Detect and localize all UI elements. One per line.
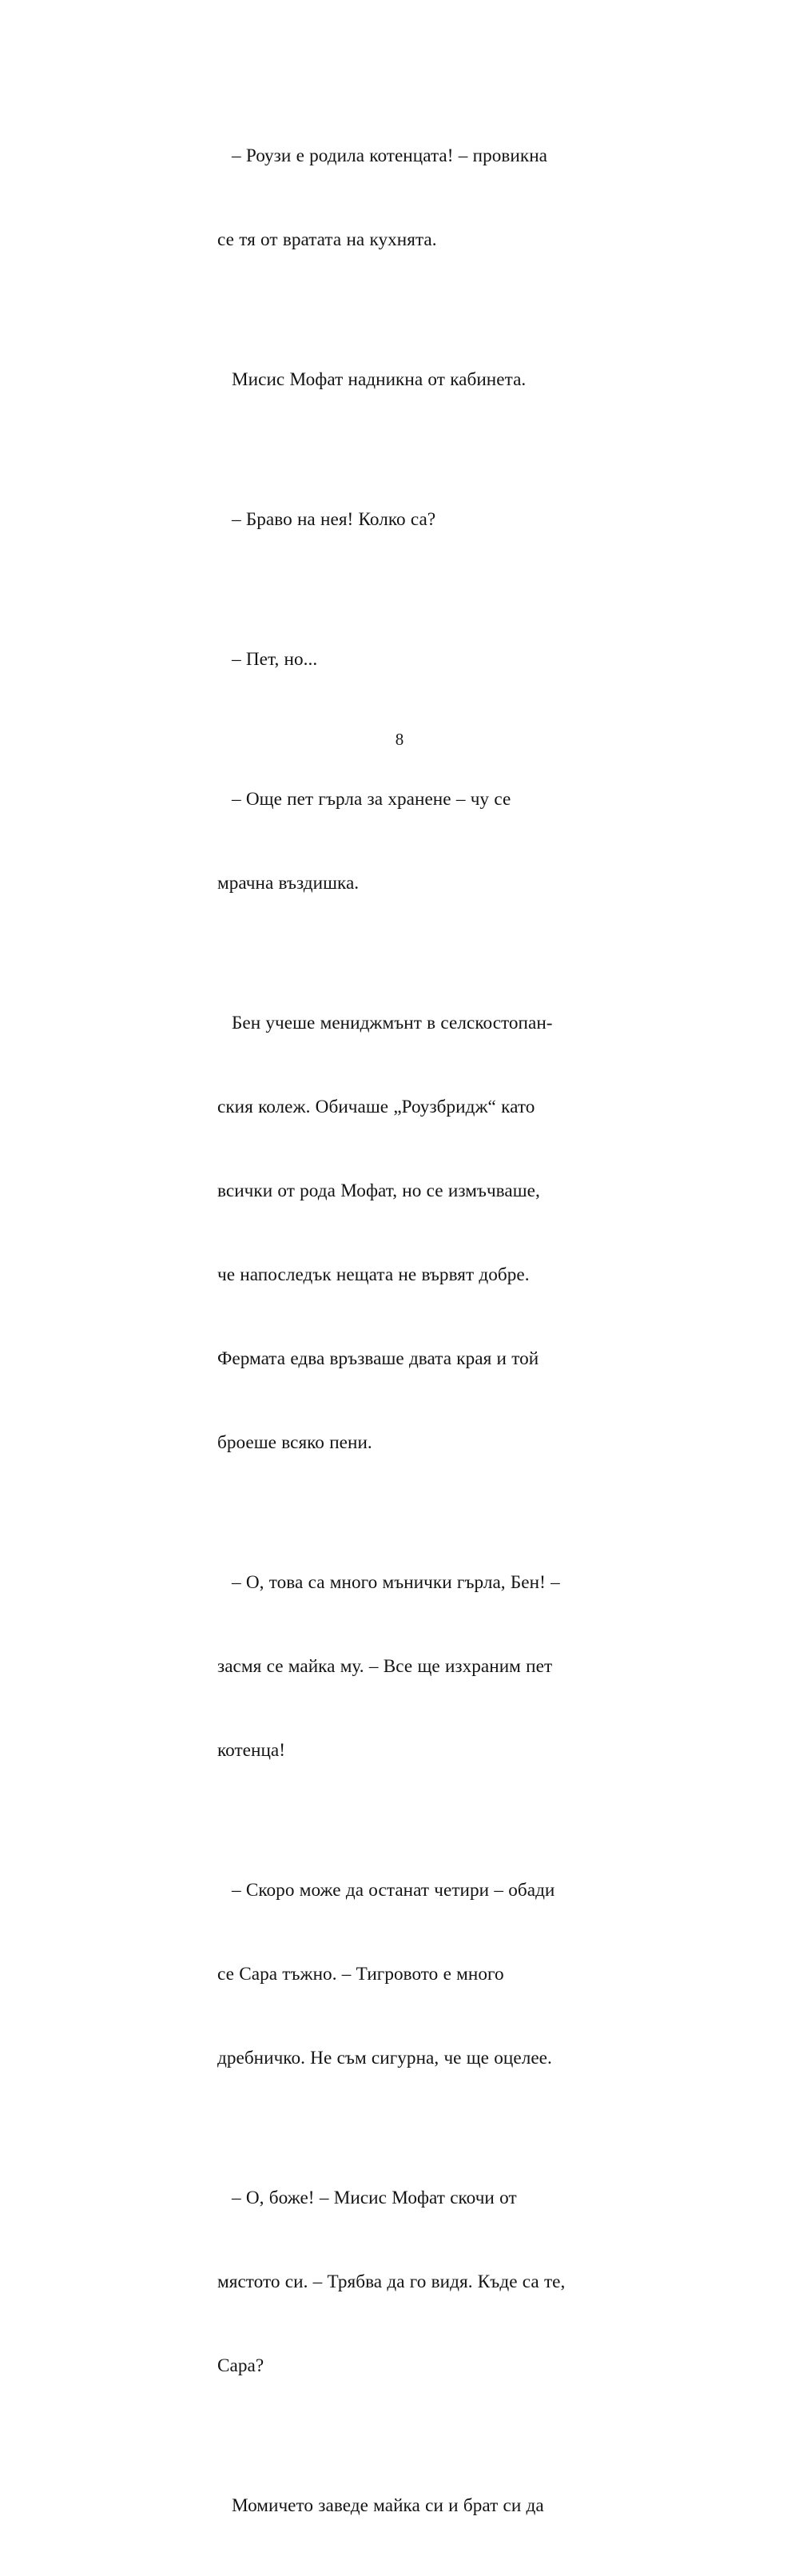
text-line: – Браво на нея! Колко са? [232, 509, 436, 530]
text-line: – О, боже! – Мисис Мофат скочи от [232, 2188, 517, 2208]
text-line: – Пет, но... [232, 649, 318, 670]
text-line: мрачна въздишка. [217, 873, 360, 894]
text-line: Мисис Мофат надникна от кабинета. [232, 369, 527, 390]
text-line: че напоследък нещата не вървят добре. [217, 1264, 530, 1285]
text-line: котенца! [217, 1740, 286, 1761]
text-line: всички от рода Мофат, но се измъчваше, [217, 1181, 540, 1201]
text-line: Фермата едва връзваше двата края и той [217, 1348, 539, 1369]
text-line: броеше всяко пени. [217, 1432, 372, 1453]
text-line: се Сара тъжно. – Тигровото е много [217, 1964, 504, 1985]
paragraph [217, 2436, 591, 2576]
text-line: Сара? [217, 2355, 264, 2376]
paragraph [217, 86, 591, 310]
text-line: – Скоро може да останат четири – обади [232, 1880, 555, 1901]
text-line: дребничко. Не съм сигурна, че ще оцелее. [217, 2048, 552, 2068]
text-line: Момичето заведе майка си и брат си да [232, 2495, 544, 2516]
page-text-block [217, 86, 591, 2576]
paragraph [217, 2128, 591, 2436]
text-line: ския колеж. Обичаше „Роузбридж“ като [217, 1097, 535, 1117]
paragraph [217, 590, 591, 730]
paragraph [217, 1821, 591, 2128]
paragraph [217, 954, 591, 1513]
paragraph [217, 310, 591, 450]
text-line: Бен учеше мениджмънт в селскостопан- [232, 1013, 553, 1033]
paragraph [217, 730, 591, 954]
paragraph [217, 450, 591, 590]
paragraph [217, 1513, 591, 1821]
text-line: мястото си. – Трябва да го видя. Къде са те, [217, 2271, 566, 2292]
text-line: – О, това са много мънички гърла, Бен! – [232, 1572, 560, 1593]
text-line: засмя се майка му. – Все ще изхраним пет [217, 1656, 553, 1677]
text-line: – Роузи е родила котенцата! – провикна [232, 145, 547, 166]
page-number: 8 [395, 730, 404, 749]
text-line: се тя от вратата на кухнята. [217, 229, 437, 250]
text-line: – Още пет гърла за хранене – чу се [232, 789, 511, 810]
